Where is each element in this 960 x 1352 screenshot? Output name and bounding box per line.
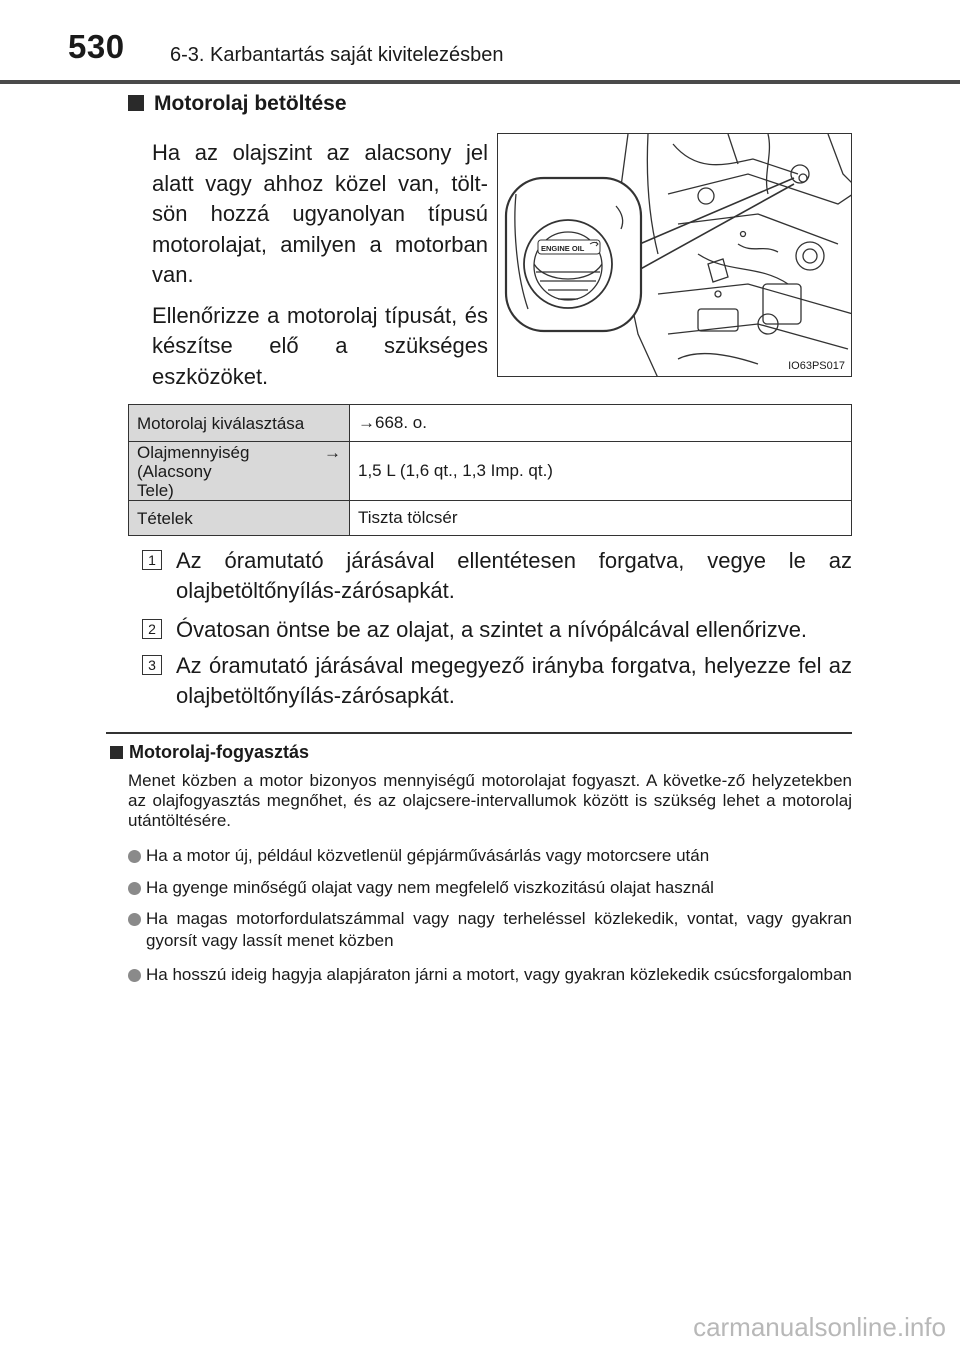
step-text: Óvatosan öntse be az olajat, a szintet a nívópálcával ellenőrizve. xyxy=(176,617,808,642)
square-bullet-icon xyxy=(128,95,144,111)
section-divider xyxy=(106,732,852,734)
bullet-dot-icon xyxy=(128,850,141,863)
bullet-dot-icon xyxy=(128,969,141,982)
list-item xyxy=(128,845,852,867)
table-row xyxy=(129,501,852,536)
list-item-text: Ha magas motorfordulatszámmal vagy nagy terheléssel közlekedik, vontat, vagy gyakran gyorsít vagy lassít menet közben xyxy=(146,909,852,950)
header-rule xyxy=(0,80,960,84)
step-number-box: 2 xyxy=(142,619,162,639)
table-value-cell: 1,5 L (1,6 qt., 1,3 Imp. qt.) xyxy=(350,442,852,501)
table-value-cell: →668. o. xyxy=(350,405,852,442)
bullet-dot-icon xyxy=(128,882,141,895)
figure-code: IO63PS017 xyxy=(788,360,845,372)
table-row xyxy=(129,405,852,442)
table-key-text-line2: Tele) xyxy=(137,480,174,500)
step-text: Az óramutató járásával ellentétesen forgatva, vegye le az olajbetöltőnyílás-zárósapkát. xyxy=(176,548,852,603)
engine-bay-drawing xyxy=(498,134,852,377)
step-number-box: 1 xyxy=(142,550,162,570)
oil-fill-spec-table xyxy=(128,404,852,536)
section-title-text: Motorolaj betöltése xyxy=(154,92,347,115)
table-key-cell: Tételek xyxy=(129,501,350,536)
engine-oil-cap-label: ENGINE OIL xyxy=(541,244,585,253)
list-item xyxy=(128,877,852,899)
step-2 xyxy=(142,615,852,645)
table-key-cell: Motorolaj kiválasztása xyxy=(129,405,350,442)
engine-oil-cap-illustration xyxy=(497,133,852,377)
section-title-text: Motorolaj-fogyasztás xyxy=(129,742,310,762)
list-item-text: Ha hosszú ideig hagyja alapjáraton járni a motort, vagy gyakran közlekedik csúcsforgalomban xyxy=(146,965,852,984)
intro-text xyxy=(152,138,488,402)
step-1 xyxy=(142,546,852,606)
section-header: 6-3. Karbantartás saját kivitelezésben xyxy=(170,44,504,66)
arrow-icon: → xyxy=(324,442,341,462)
step-3 xyxy=(142,651,852,711)
page-number: 530 xyxy=(68,28,125,65)
square-bullet-icon xyxy=(110,746,123,759)
intro-paragraph-2: Ellenőrizze a motorolaj típusát, és készítse elő a szükséges eszközöket. xyxy=(152,302,488,389)
bullet-dot-icon xyxy=(128,913,141,926)
table-key-text: Olajmennyiség (Alacsony xyxy=(137,442,250,481)
intro-paragraph-1: Ha az olajszint az alacsony jel alatt vagy ahhoz közel van, tölt-sön hozzá ugyanolyan típusú motorolajat, amilyen a motorban van. xyxy=(152,140,488,287)
list-item xyxy=(128,964,852,986)
consumption-intro: Menet közben a motor bizonyos mennyiségű motorolajat fogyaszt. A követke-ző helyzetekben az olajfogyasztás megnőhet, és az olajcsere-intervallumok között is szükség lehet a motorolaj utántöltésére. xyxy=(128,771,852,830)
list-item-text: Ha a motor új, például közvetlenül gépjárművásárlás vagy motorcsere után xyxy=(146,846,710,865)
step-text: Az óramutató járásával megegyező irányba forgatva, helyezze fel az olajbetöltőnyílás-zárósapkát. xyxy=(176,653,852,708)
watermark: carmanualsonline.info xyxy=(693,1312,946,1342)
table-value-cell: Tiszta tölcsér xyxy=(350,501,852,536)
section-title-oil-fill xyxy=(128,92,347,116)
section-title-oil-consumption xyxy=(110,742,309,763)
step-number-box: 3 xyxy=(142,655,162,675)
list-item xyxy=(128,908,852,952)
table-row xyxy=(129,442,852,501)
table-key-cell xyxy=(129,442,350,501)
list-item-text: Ha gyenge minőségű olajat vagy nem megfelelő viszkozitású olajat használ xyxy=(146,878,714,897)
